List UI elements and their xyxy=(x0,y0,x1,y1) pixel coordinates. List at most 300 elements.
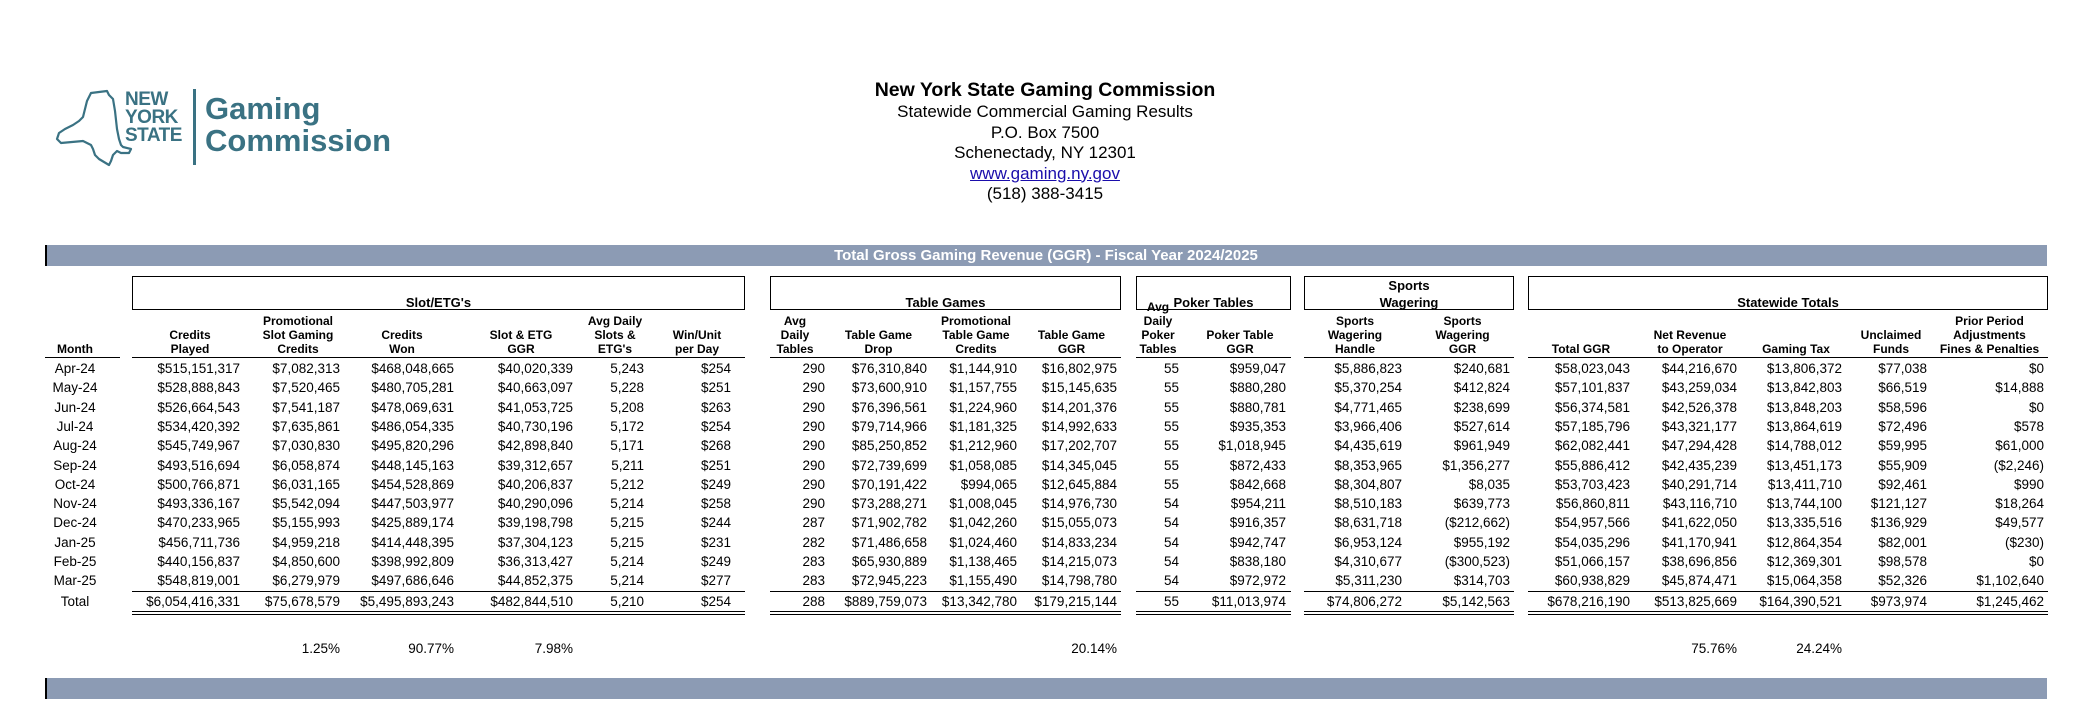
table-cell-prior_adj: $18,264 xyxy=(1995,496,2044,512)
table-cell-prior_adj: $990 xyxy=(2013,476,2044,492)
row-month-label: Feb-25 xyxy=(53,554,97,569)
column-header-promo_table xyxy=(928,312,1024,356)
table-cell-credits_won: $447,503,977 xyxy=(371,496,454,512)
table-cell-table_drop: $76,310,840 xyxy=(851,361,927,376)
table-cell-table_ggr: $14,215,073 xyxy=(1041,554,1117,569)
table-cell-sports_ggr: $314,703 xyxy=(1453,573,1510,589)
table-cell-slot_ggr: $40,290,096 xyxy=(497,496,573,512)
total-top-line xyxy=(132,591,745,592)
table-cell-table_ggr: $14,345,045 xyxy=(1041,457,1117,473)
logo-york: YORK xyxy=(125,107,178,128)
table-cell-unclaimed: $66,519 xyxy=(1878,380,1927,396)
table-cell-avg_poker: 55 xyxy=(1163,361,1179,376)
table-cell-avg_tables: 290 xyxy=(802,457,825,473)
table-cell-prior_adj: $49,577 xyxy=(1995,515,2044,531)
table-cell-promo_slot: $5,542,094 xyxy=(272,496,340,512)
total-row-label: Total xyxy=(60,593,90,609)
table-cell-avg_slots: 5,211 xyxy=(611,457,644,473)
percentage-credits_won: 90.77% xyxy=(408,641,454,656)
logo-commission: Commission xyxy=(205,123,392,158)
table-cell-net_rev: $40,291,714 xyxy=(1661,476,1737,492)
table-cell-win_unit: $268 xyxy=(700,438,731,454)
row-month-label: Jun-24 xyxy=(54,399,96,415)
table-cell-prior_adj: $0 xyxy=(2028,554,2044,569)
total-top-line xyxy=(770,591,1121,592)
row-month-label: Jul-24 xyxy=(56,418,94,434)
table-cell-total_ggr: $53,703,423 xyxy=(1554,476,1630,492)
table-cell-promo_table: $1,058,085 xyxy=(949,457,1017,473)
table-cell-total_ggr: $54,957,566 xyxy=(1554,515,1630,531)
total-cell-table_drop: $889,759,073 xyxy=(844,593,927,609)
column-header-credits_played xyxy=(140,312,240,356)
column-header-line: Credits xyxy=(955,342,997,356)
logo-new: NEW xyxy=(125,89,168,110)
table-cell-unclaimed: $52,326 xyxy=(1878,573,1927,589)
table-cell-credits_won: $454,528,869 xyxy=(371,476,454,492)
column-header-line: to Operator xyxy=(1657,342,1723,356)
table-cell-promo_slot: $7,541,187 xyxy=(272,399,340,415)
table-cell-avg_slots: 5,171 xyxy=(610,438,644,454)
total-cell-sports_handle: $74,806,272 xyxy=(1326,593,1402,609)
total-cell-poker_ggr: $11,013,974 xyxy=(1211,593,1286,609)
table-cell-total_ggr: $56,374,581 xyxy=(1554,399,1630,415)
total-cell-credits_won: $5,495,893,243 xyxy=(360,593,454,609)
table-cell-credits_won: $480,705,281 xyxy=(371,380,454,396)
table-cell-gaming_tax: $14,788,012 xyxy=(1766,438,1842,454)
table-cell-total_ggr: $55,886,412 xyxy=(1554,457,1630,473)
table-cell-table_ggr: $14,798,780 xyxy=(1041,573,1117,589)
table-cell-sports_ggr: $238,699 xyxy=(1453,399,1510,415)
table-cell-table_ggr: $17,202,707 xyxy=(1041,438,1117,454)
table-cell-credits_won: $425,889,174 xyxy=(371,515,454,531)
column-header-table_drop xyxy=(830,312,927,356)
column-header-line: Wagering xyxy=(1435,328,1490,342)
table-cell-gaming_tax: $13,864,619 xyxy=(1766,418,1842,434)
column-header-line: GGR xyxy=(1226,342,1254,356)
table-cell-avg_tables: 287 xyxy=(802,515,825,531)
table-cell-net_rev: $43,321,177 xyxy=(1661,418,1737,434)
table-cell-sports_ggr: $961,949 xyxy=(1453,438,1510,454)
table-cell-promo_table: $1,144,910 xyxy=(949,361,1017,376)
table-cell-gaming_tax: $13,335,516 xyxy=(1766,515,1842,531)
table-cell-sports_handle: $3,966,406 xyxy=(1334,418,1402,434)
column-header-net_rev xyxy=(1640,312,1740,356)
table-cell-credits_won: $486,054,335 xyxy=(371,418,454,434)
table-cell-credits_played: $470,233,965 xyxy=(157,515,240,531)
table-cell-net_rev: $41,622,050 xyxy=(1661,515,1737,531)
column-header-line: Wagering xyxy=(1327,328,1383,342)
table-cell-credits_played: $526,664,543 xyxy=(157,399,240,415)
table-cell-promo_table: $1,138,465 xyxy=(949,554,1017,569)
new-york-state-outline-icon xyxy=(55,89,135,167)
table-cell-avg_poker: 55 xyxy=(1163,399,1179,415)
table-cell-poker_ggr: $954,211 xyxy=(1230,496,1286,512)
column-header-line: ETG's xyxy=(597,342,633,356)
column-header-line: Handle xyxy=(1334,342,1375,356)
po-box: P.O. Box 7500 xyxy=(990,122,1100,142)
column-header-line: Avg Daily xyxy=(1143,300,1173,328)
table-cell-poker_ggr: $1,018,945 xyxy=(1218,438,1286,454)
table-cell-prior_adj: ($2,246) xyxy=(1993,457,2044,473)
percentage-net_rev: 75.76% xyxy=(1691,641,1737,656)
table-cell-win_unit: $251 xyxy=(700,457,731,473)
table-cell-poker_ggr: $942,747 xyxy=(1229,534,1286,550)
table-cell-sports_ggr: $955,192 xyxy=(1453,534,1510,550)
table-cell-table_ggr: $14,201,376 xyxy=(1041,399,1117,415)
table-cell-credits_won: $495,820,296 xyxy=(371,438,454,454)
column-header-line: Daily xyxy=(780,328,810,342)
total-cell-promo_table: $13,342,780 xyxy=(941,593,1017,609)
table-cell-net_rev: $47,294,428 xyxy=(1661,438,1737,454)
table-cell-total_ggr: $54,035,296 xyxy=(1554,534,1630,550)
table-cell-avg_slots: 5,208 xyxy=(610,399,644,415)
table-cell-avg_poker: 54 xyxy=(1163,554,1179,569)
table-cell-credits_won: $414,448,395 xyxy=(371,534,454,550)
total-cell-total_ggr: $678,216,190 xyxy=(1547,593,1630,609)
table-cell-sports_handle: $8,353,965 xyxy=(1334,457,1402,473)
column-header-table_ggr xyxy=(1024,312,1119,356)
column-header-line: GGR xyxy=(507,342,535,356)
percentage-promo_slot: 1.25% xyxy=(301,641,340,656)
column-header-line: Month xyxy=(57,342,93,356)
table-cell-prior_adj: $0 xyxy=(2028,399,2044,415)
table-cell-table_drop: $70,191,422 xyxy=(851,476,927,492)
table-cell-gaming_tax: $13,411,710 xyxy=(1767,476,1842,492)
table-cell-unclaimed: $136,929 xyxy=(1870,515,1927,531)
city-address: Schenectady, NY 12301 xyxy=(954,143,1136,162)
table-cell-table_drop: $73,288,271 xyxy=(851,496,927,512)
table-cell-gaming_tax: $13,744,100 xyxy=(1766,496,1842,512)
column-header-poker_ggr xyxy=(1190,312,1290,356)
table-cell-win_unit: $258 xyxy=(700,496,731,512)
table-cell-promo_slot: $7,030,830 xyxy=(272,438,340,454)
table-cell-credits_played: $440,156,837 xyxy=(157,554,240,569)
table-cell-credits_played: $493,516,694 xyxy=(157,457,240,473)
table-cell-unclaimed: $92,461 xyxy=(1878,476,1927,492)
row-month-label: Nov-24 xyxy=(53,496,97,512)
table-cell-prior_adj: $578 xyxy=(2013,418,2044,434)
column-header-line: Played xyxy=(170,342,210,356)
table-cell-slot_ggr: $36,313,427 xyxy=(497,554,573,569)
row-month-label: Oct-24 xyxy=(54,476,96,492)
table-cell-win_unit: $231 xyxy=(700,534,731,550)
table-cell-slot_ggr: $39,312,657 xyxy=(497,457,573,473)
column-header-line: Slot Gaming xyxy=(262,328,334,342)
table-cell-slot_ggr: $40,730,196 xyxy=(497,418,573,434)
table-cell-sports_ggr: $639,773 xyxy=(1453,496,1510,512)
table-cell-promo_slot: $6,058,874 xyxy=(272,457,340,473)
table-cell-prior_adj: $1,102,640 xyxy=(1976,573,2044,589)
table-cell-promo_table: $1,181,325 xyxy=(949,418,1017,434)
table-cell-win_unit: $244 xyxy=(700,515,731,531)
column-header-line: Poker Table xyxy=(1206,328,1274,342)
table-cell-unclaimed: $82,001 xyxy=(1878,534,1927,550)
row-month-label: Jan-25 xyxy=(54,534,96,550)
table-cell-table_drop: $76,396,561 xyxy=(851,399,927,415)
table-cell-net_rev: $43,259,034 xyxy=(1661,380,1737,396)
table-cell-slot_ggr: $42,898,840 xyxy=(497,438,573,454)
table-cell-avg_poker: 54 xyxy=(1163,534,1179,550)
total-double-underline xyxy=(1304,611,1514,615)
table-cell-credits_won: $468,048,665 xyxy=(371,361,454,376)
table-cell-table_drop: $72,945,223 xyxy=(851,573,927,589)
table-cell-slot_ggr: $41,053,725 xyxy=(497,399,573,415)
table-cell-net_rev: $43,116,710 xyxy=(1662,496,1737,512)
table-cell-avg_poker: 55 xyxy=(1163,457,1179,473)
table-cell-unclaimed: $98,578 xyxy=(1878,554,1927,569)
table-cell-avg_tables: 290 xyxy=(802,418,825,434)
column-header-avg_poker xyxy=(1133,300,1183,356)
table-cell-credits_played: $493,336,167 xyxy=(157,496,240,512)
table-cell-net_rev: $42,526,378 xyxy=(1661,399,1737,415)
table-cell-sports_handle: $8,304,807 xyxy=(1334,476,1402,492)
table-cell-unclaimed: $55,909 xyxy=(1878,457,1927,473)
table-cell-credits_won: $497,686,646 xyxy=(371,573,454,589)
column-header-line: Table Game xyxy=(844,328,913,342)
column-header-line: Table Game xyxy=(942,328,1010,342)
table-cell-net_rev: $45,874,471 xyxy=(1661,573,1737,589)
table-cell-avg_slots: 5,172 xyxy=(610,418,644,434)
table-cell-promo_slot: $7,082,313 xyxy=(272,361,340,376)
total-cell-prior_adj: $1,245,462 xyxy=(1976,593,2044,609)
table-cell-total_ggr: $57,185,796 xyxy=(1554,418,1630,434)
table-cell-slot_ggr: $44,852,375 xyxy=(497,573,573,589)
table-cell-slot_ggr: $37,304,123 xyxy=(497,534,573,550)
table-cell-poker_ggr: $842,668 xyxy=(1229,476,1286,492)
table-cell-slot_ggr: $40,020,339 xyxy=(497,361,573,376)
table-cell-avg_poker: 55 xyxy=(1163,438,1179,454)
table-cell-slot_ggr: $40,206,837 xyxy=(497,476,573,492)
table-cell-promo_slot: $7,635,861 xyxy=(272,418,340,434)
table-cell-avg_slots: 5,212 xyxy=(610,476,644,492)
table-cell-promo_slot: $7,520,465 xyxy=(272,380,340,396)
table-cell-gaming_tax: $13,806,372 xyxy=(1766,361,1842,376)
table-cell-unclaimed: $58,596 xyxy=(1878,399,1927,415)
table-cell-gaming_tax: $12,864,354 xyxy=(1766,534,1842,550)
column-header-line: Promotional xyxy=(262,314,333,328)
column-header-line: Adjustments xyxy=(1953,328,2026,342)
table-cell-credits_played: $545,749,967 xyxy=(157,438,240,454)
logo-divider xyxy=(193,89,196,165)
total-double-underline xyxy=(132,611,745,615)
table-cell-avg_slots: 5,228 xyxy=(610,380,644,396)
table-cell-unclaimed: $72,496 xyxy=(1878,418,1927,434)
table-cell-sports_ggr: ($212,662) xyxy=(1444,515,1510,531)
table-cell-table_ggr: $14,992,633 xyxy=(1041,418,1117,434)
table-cell-sports_handle: $4,771,465 xyxy=(1334,399,1402,415)
table-cell-win_unit: $254 xyxy=(700,361,731,376)
table-cell-prior_adj: $0 xyxy=(2028,361,2044,376)
table-cell-promo_table: $1,024,460 xyxy=(949,534,1017,550)
table-cell-poker_ggr: $872,433 xyxy=(1229,457,1286,473)
table-cell-table_drop: $72,739,699 xyxy=(851,457,927,473)
column-header-line: Tables xyxy=(776,342,814,356)
table-cell-poker_ggr: $880,280 xyxy=(1229,380,1286,396)
row-month-label: May-24 xyxy=(52,380,98,396)
table-cell-avg_slots: 5,215 xyxy=(610,515,644,531)
table-cell-net_rev: $44,216,670 xyxy=(1661,361,1737,376)
table-cell-gaming_tax: $15,064,358 xyxy=(1766,573,1842,589)
table-cell-gaming_tax: $12,369,301 xyxy=(1766,554,1842,569)
poker-group-label: Poker Tables xyxy=(1173,295,1254,310)
column-header-unclaimed xyxy=(1850,312,1932,356)
table-cell-prior_adj: $14,888 xyxy=(1995,380,2044,396)
table-cell-avg_tables: 282 xyxy=(802,534,825,550)
row-month-label: Aug-24 xyxy=(53,438,97,454)
table-cell-table_drop: $73,600,910 xyxy=(851,380,927,396)
table-cell-credits_played: $500,766,871 xyxy=(157,476,240,492)
table-cell-net_rev: $41,170,941 xyxy=(1661,534,1737,550)
table-cell-table_ggr: $14,833,234 xyxy=(1041,534,1117,550)
table-cell-table_ggr: $14,976,730 xyxy=(1041,496,1117,512)
table-cell-promo_slot: $5,155,993 xyxy=(272,515,340,531)
table-cell-avg_tables: 290 xyxy=(802,496,825,512)
band-left-marker-bottom xyxy=(45,678,47,699)
table-cell-sports_ggr: $527,614 xyxy=(1453,418,1510,434)
table-cell-avg_tables: 290 xyxy=(802,361,825,376)
table-cell-avg_tables: 290 xyxy=(802,438,825,454)
column-header-avg_tables xyxy=(770,312,820,356)
table-cell-slot_ggr: $39,198,798 xyxy=(497,515,573,531)
header-underline xyxy=(1528,357,2048,358)
column-header-line: Unclaimed xyxy=(1860,328,1922,342)
total-cell-avg_slots: 5,210 xyxy=(610,593,644,609)
table-cell-table_drop: $65,930,889 xyxy=(851,554,927,569)
table-cell-total_ggr: $60,938,829 xyxy=(1554,573,1630,589)
total-cell-net_rev: $513,825,669 xyxy=(1654,593,1737,609)
table-cell-promo_table: $1,008,045 xyxy=(949,496,1017,512)
slots-group-label: Slot/ETG's xyxy=(405,295,472,310)
table-cell-poker_ggr: $959,047 xyxy=(1229,361,1286,376)
ggr-title: Total Gross Gaming Revenue (GGR) - Fiscal Year 2024/2025 xyxy=(834,247,1258,264)
column-header-line: GGR xyxy=(1057,342,1086,356)
table-cell-table_drop: $71,486,658 xyxy=(851,534,927,550)
gaming-commission-logo xyxy=(55,85,392,170)
table-cell-win_unit: $263 xyxy=(700,399,731,415)
table-cell-poker_ggr: $880,781 xyxy=(1229,399,1286,415)
column-header-sports_handle xyxy=(1315,312,1395,356)
column-header-line: Funds xyxy=(1873,342,1909,356)
total-cell-credits_played: $6,054,416,331 xyxy=(146,593,240,609)
column-header-line: Slots & xyxy=(594,328,636,342)
column-header-line: Poker xyxy=(1141,328,1175,342)
ggr-title-band xyxy=(45,245,2047,266)
table-cell-promo_slot: $6,031,165 xyxy=(272,476,340,492)
column-header-win_unit xyxy=(660,312,734,356)
table-cell-avg_poker: 54 xyxy=(1163,515,1179,531)
table-cell-table_ggr: $16,802,975 xyxy=(1041,361,1117,376)
table-cell-promo_table: $1,157,755 xyxy=(949,380,1017,396)
percentage-slot_ggr: 7.98% xyxy=(534,641,573,656)
total-top-line xyxy=(1528,591,2048,592)
table-cell-total_ggr: $56,860,811 xyxy=(1555,496,1630,512)
table-cell-sports_handle: $5,370,254 xyxy=(1334,380,1402,396)
table-cell-table_drop: $71,902,782 xyxy=(851,515,927,531)
website-link[interactable]: www.gaming.ny.gov xyxy=(970,163,1120,183)
column-header-line: Slot & ETG xyxy=(489,328,553,342)
column-header-total_ggr xyxy=(1530,312,1632,356)
table-cell-unclaimed: $59,995 xyxy=(1878,438,1927,454)
column-header-line: Sports xyxy=(1335,314,1374,328)
column-header-line: Won xyxy=(389,342,415,356)
logo-gaming: Gaming xyxy=(205,91,321,126)
row-month-label: Apr-24 xyxy=(54,361,96,376)
table-cell-sports_ggr: $1,356,277 xyxy=(1442,457,1510,473)
column-header-month xyxy=(45,312,105,356)
column-header-line: Tables xyxy=(1139,342,1177,356)
phone-number: (518) 388-3415 xyxy=(986,184,1104,203)
table-cell-avg_tables: 290 xyxy=(802,380,825,396)
total-cell-sports_ggr: $5,142,563 xyxy=(1442,593,1510,609)
row-month-label: Mar-25 xyxy=(53,573,97,589)
sports-group-label-1: Sports xyxy=(1388,278,1430,293)
table-cell-gaming_tax: $13,842,803 xyxy=(1766,380,1842,396)
report-header xyxy=(745,78,1345,205)
table-cell-table_drop: $79,714,966 xyxy=(851,418,927,434)
column-header-slot_ggr xyxy=(468,312,574,356)
table-cell-promo_slot: $6,279,979 xyxy=(272,573,340,589)
total-cell-promo_slot: $75,678,579 xyxy=(264,593,340,609)
table-cell-win_unit: $254 xyxy=(700,418,731,434)
table-cell-avg_poker: 54 xyxy=(1163,496,1179,512)
header-underline xyxy=(770,357,1121,358)
column-header-line: Promotional xyxy=(940,314,1011,328)
table-cell-promo_table: $1,212,960 xyxy=(949,438,1017,454)
column-header-line: Credits xyxy=(277,342,319,356)
table-cell-avg_tables: 283 xyxy=(802,573,825,589)
table-cell-sports_ggr: $412,824 xyxy=(1453,380,1510,396)
table-cell-win_unit: $249 xyxy=(700,554,731,569)
table-cell-sports_handle: $8,631,718 xyxy=(1334,515,1402,531)
column-header-line: per Day xyxy=(674,342,720,356)
total-top-line xyxy=(1136,591,1291,592)
table-cell-unclaimed: $121,127 xyxy=(1870,496,1927,512)
column-header-sports_ggr xyxy=(1415,312,1510,356)
row-month-label: Dec-24 xyxy=(53,515,97,531)
report-subtitle: Statewide Commercial Gaming Results xyxy=(897,102,1193,121)
table-cell-poker_ggr: $935,353 xyxy=(1229,418,1286,434)
total-cell-slot_ggr: $482,844,510 xyxy=(490,593,573,609)
column-header-avg_slots xyxy=(582,312,648,356)
table-cell-slot_ggr: $40,663,097 xyxy=(497,380,573,396)
table-cell-credits_played: $534,420,392 xyxy=(157,418,240,434)
table-cell-table_ggr: $15,055,073 xyxy=(1041,515,1117,531)
total-double-underline xyxy=(1136,611,1291,615)
table-cell-win_unit: $277 xyxy=(700,573,731,589)
org-title: New York State Gaming Commission xyxy=(874,79,1216,101)
table-cell-sports_handle: $5,311,230 xyxy=(1335,573,1402,589)
column-header-line: Credits xyxy=(169,328,211,342)
total-double-underline xyxy=(1528,611,2048,615)
table-cell-net_rev: $38,696,856 xyxy=(1661,554,1737,569)
table-cell-credits_played: $548,819,001 xyxy=(157,573,240,589)
table-cell-credits_won: $448,145,163 xyxy=(371,457,454,473)
header-underline xyxy=(1304,357,1514,358)
column-header-line: Sports xyxy=(1443,314,1482,328)
month-header-underline xyxy=(45,357,120,358)
column-header-credits_won xyxy=(350,312,454,356)
table-cell-table_ggr: $12,645,884 xyxy=(1041,476,1117,492)
table-cell-total_ggr: $58,023,043 xyxy=(1554,361,1630,376)
column-header-line: Credits xyxy=(381,328,423,342)
table-cell-sports_ggr: $240,681 xyxy=(1453,361,1510,376)
table-cell-sports_handle: $4,310,677 xyxy=(1334,554,1402,569)
column-header-line: Win/Unit xyxy=(672,328,722,342)
table-cell-gaming_tax: $13,848,203 xyxy=(1766,399,1842,415)
column-header-prior_adj xyxy=(1932,312,2047,356)
table-cell-avg_slots: 5,214 xyxy=(610,554,644,569)
column-header-line: Net Revenue xyxy=(1653,328,1727,342)
